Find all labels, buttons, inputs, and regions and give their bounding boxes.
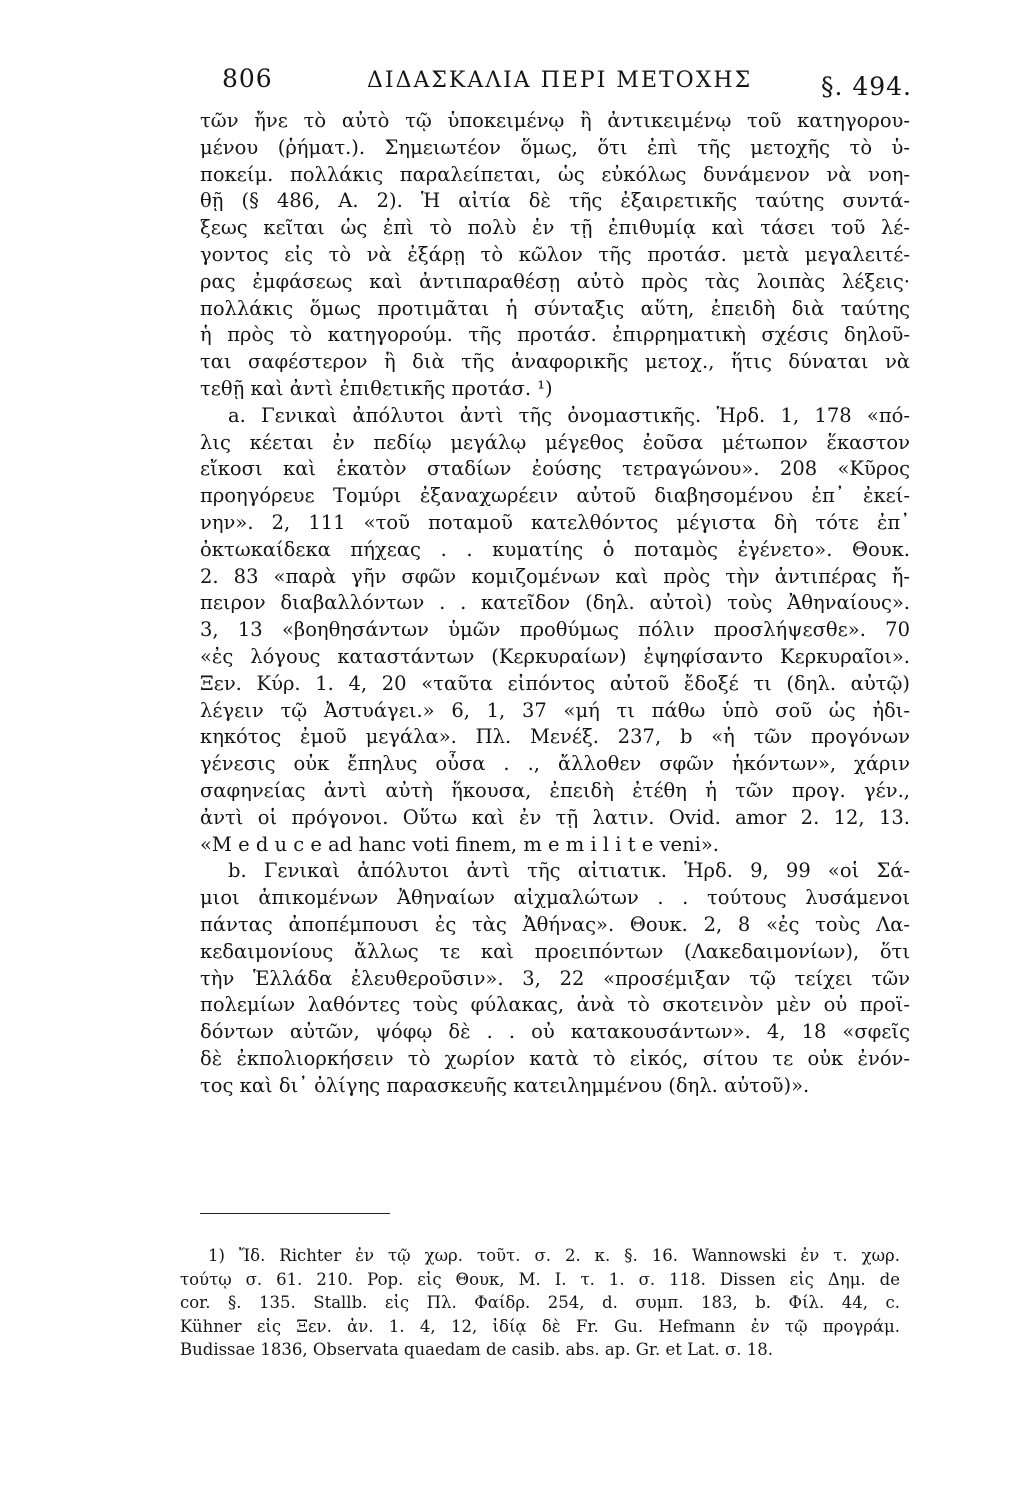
text-line: τῶν ἤνε τὸ αὐτὸ τῷ ὑποκειμένῳ ἢ ἀντικειμένῳ τοῦ κατηγορου- [200,109,910,132]
text-line: γοντος εἰς τὸ νὰ ἐξάρῃ τὸ κῶλον τῆς προτάσ. μετὰ μεγαλειτέ- [200,242,910,266]
text-line: a. Γενικαὶ ἀπόλυτοι ἀντὶ τῆς ὀνομαστικῆς. Ἡρδ. 1, 178 «πό- [228,403,910,427]
text-line: ρας ἐμφάσεως καὶ ἀντιπαραθέσῃ αὐτὸ πρὸς τὰς λοιπὰς λέξεις· [200,269,910,293]
text-line: θῇ (§ 486, A. 2). Ἡ αἰτία δὲ τῆς ἐξαιρετικῆς ταύτης συντά- [200,189,910,213]
text-line: ἡ πρὸς τὸ κατηγορούμ. τῆς προτάσ. ἐπιρρηματικὴ σχέσις δηλοῦ- [200,323,910,347]
text-line: 2. 83 «παρὰ γῆν σφῶν κομιζομένων καὶ πρὸς τὴν ἀντιπέρας ἤ- [200,564,910,588]
text-line: ὀκτωκαίδεκα πήχεας . . κυματίης ὁ ποταμὸς ἐγένετο». Θουκ. [200,537,910,561]
text-line: τεθῇ καὶ ἀντὶ ἐπιθετικῆς προτάσ. ¹) [200,376,553,400]
footnote-line: Kühner εἰς Ξεν. ἀν. 1. 4, 12, ἰδίᾳ δὲ Fr. Gu. Hefmann ἐν τῷ προγράμ. [180,1316,900,1336]
footnote-line: 1) Ἴδ. Richter ἐν τῷ χωρ. τοῦτ. σ. 2. κ. §. 16. Wannowski ἐν τ. χωρ. [208,1246,900,1265]
running-title: ΔΙΔΑΣΚΑΛΙΑ ΠΕΡΙ ΜΕΤΟΧΗΣ [367,68,753,93]
text-line: ἀντὶ οἱ πρόγονοι. Οὕτω καὶ ἐν τῇ λατιν. Ovid. amor 2. 12, 13. [200,805,910,829]
text-line: πολεμίων λαθόντες τοὺς φύλακας, ἀνὰ τὸ σκοτεινὸν μὲν οὐ προϊ- [200,993,910,1017]
footnotes [180,1244,900,1362]
page-number: 806 [222,64,273,93]
text-line: νην». 2, 111 «τοῦ ποταμοῦ κατελθόντος μέγιστα δὴ τότε ἐπ᾽ [200,510,910,534]
text-line: κηκότος ἐμοῦ μεγάλα». Πλ. Μενέξ. 237, b «ἡ τῶν προγόνων [200,725,910,749]
body-text [200,108,910,1099]
text-line: Ξεν. Κύρ. 1. 4, 20 «ταῦτα εἰπόντος αὐτοῦ ἔδοξέ τι (δηλ. αὐτῷ) [200,671,910,695]
text-line: 3, 13 «βοηθησάντων ὑμῶν προθύμως πόλιν προσλήψεσθε». 70 [200,618,910,642]
footnote-line: τούτῳ σ. 61. 210. Pop. εἰς Θουκ, M. I. τ. 1. σ. 118. Dissen εἰς Δημ. de [180,1269,900,1289]
section-number: §. 494. [820,72,912,101]
text-line: ξεως κεῖται ὡς ἐπὶ τὸ πολὺ ἐν τῇ ἐπιθυμίᾳ καὶ τάσει τοῦ λέ- [200,216,910,240]
text-line: b. Γενικαὶ ἀπόλυτοι ἀντὶ τῆς αἰτιατικ. Ἡρδ. 9, 99 «οἱ Σά- [228,859,910,883]
text-line: πειρον διαβαλλόντων . . κατεῖδον (δηλ. αὐτοὶ) τοὺς Ἀθηναίους». [200,591,910,615]
text-line: κεδαιμονίους ἄλλως τε καὶ προειπόντων (Λακεδαιμονίων), ὅτι [200,939,910,963]
text-line: εἴκοσι καὶ ἑκατὸν σταδίων ἐούσης τετραγώνου». 208 «Κῦρος [200,457,910,481]
text-line: «ἐς λόγους καταστάντων (Κερκυραίων) ἐψηφίσαντο Κερκυραῖοι». [200,644,910,668]
text-line: τὴν Ἑλλάδα ἐλευθεροῦσιν». 3, 22 «προσέμιξαν τῷ τείχει τῶν [200,966,910,990]
text-line: πάντας ἀποπέμπουσι ἐς τὰς Ἀθήνας». Θουκ. 2, 8 «ἐς τοὺς Λα- [200,912,910,936]
text-line: μένου (ῥήματ.). Σημειωτέον ὅμως, ὅτι ἐπὶ τῆς μετοχῆς τὸ ὑ- [200,135,910,159]
footnote-line: Budissae 1836, Observata quaedam de casib. abs. ap. Gr. et Lat. σ. 18. [180,1340,774,1359]
text-line: προηγόρευε Τομύρι ἐξαναχωρέειν αὐτοῦ διαβησομένου ἐπ᾽ ἐκεί- [200,484,910,508]
text-line: λέγειν τῷ Ἀστυάγει.» 6, 1, 37 «μή τι πάθω ὑπὸ σοῦ ὡς ἠδι- [200,698,910,722]
text-line: ποκείμ. πολλάκις παραλείπεται, ὡς εὐκόλως δυνάμενον νὰ νοη- [200,162,910,186]
footnote-line: cor. §. 135. Stallb. εἰς Πλ. Φαίδρ. 254, d. συμπ. 183, b. Φίλ. 44, c. [180,1293,900,1312]
footnote-rule [200,1213,390,1214]
running-header [222,64,912,104]
text-line: μιοι ἀπικομένων Ἀθηναίων αἰχμαλώτων . . τούτους λυσάμενοι [200,886,910,910]
text-line: γένεσις οὐκ ἔπηλυς οὖσα . ., ἄλλοθεν σφῶν ἡκόντων», χάριν [200,752,910,776]
text-line: δὲ ἐκπολιορκήσειν τὸ χωρίον κατὰ τὸ εἰκός, σίτου τε οὐκ ἐνόν- [200,1046,910,1070]
text-line: τος καὶ δι᾽ ὀλίγης παρασκευῆς κατειλημμένου (δηλ. αὐτοῦ)». [200,1073,810,1097]
text-line: σαφηνείας ἀντὶ αὐτὴ ἥκουσα, ἐπειδὴ ἐτέθη ἡ τῶν προγ. γέν., [200,778,910,802]
text-line: «M e d u c e ad hanc voti finem, m e m i l i t e veni». [200,832,719,856]
text-line: λις κέεται ἐν πεδίῳ μεγάλῳ μέγεθος ἐοῦσα μέτωπον ἕκαστον [200,430,910,454]
text-line: δόντων αὐτῶν, ψόφῳ δὲ . . οὐ κατακουσάντων». 4, 18 «σφεῖς [200,1020,910,1044]
text-line: ται σαφέστερον ἢ διὰ τῆς ἀναφορικῆς μετοχ., ἥτις δύναται νὰ [200,350,910,374]
text-line: πολλάκις ὅμως προτιμᾶται ἡ σύνταξις αὕτη, ἐπειδὴ διὰ ταύτης [200,296,910,320]
